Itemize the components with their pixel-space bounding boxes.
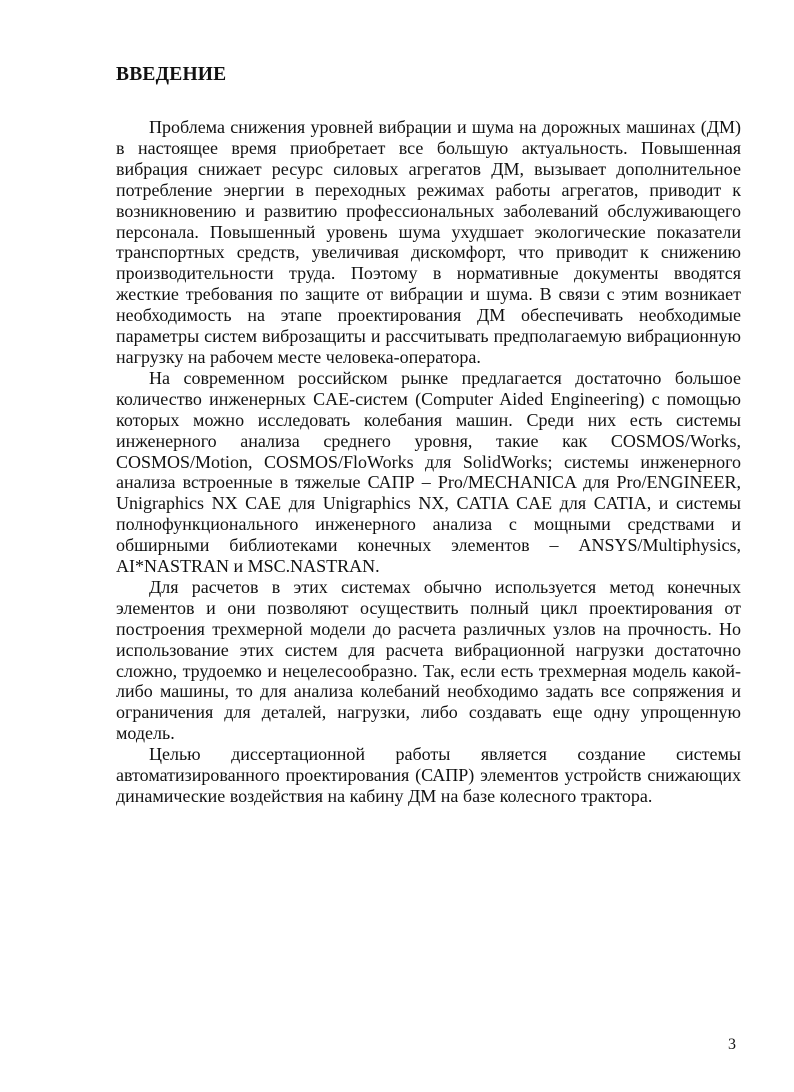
paragraph-cae-systems: На современном российском рынке предлагается достаточно большое количество инженерных CAE-систем (Computer Aided Engineering) с помощью которых можно исследовать колебания машин. Среди них есть системы инженерного анализа среднего уровня, такие как COSMOS/Works, COSMOS/Motion, COSMOS/FloWorks для SolidWorks; системы инженерного анализа встроенные в тяжелые САПР – Pro/MECHANICA для Pro/ENGINEER, Unigraphics NX CAE для Unigraphics NX, CATIA CAE для CATIA, и системы полнофункционального инженерного анализа с мощными средствами и обширными библиотеками конечных элементов – ANSYS/Multiphysics, AI*NASTRAN и MSC.NASTRAN. [116,367,741,577]
paragraph-goal: Целью диссертационной работы является создание системы автоматизированного проектирования (САПР) элементов устройств снижающих динамические воздействия на кабину ДМ на базе колесного трактора. [116,744,741,806]
page-title: ВВЕДЕНИЕ [116,64,227,85]
page-number: 3 [728,1036,736,1053]
paragraph-fem: Для расчетов в этих системах обычно используется метод конечных элементов и они позволяют осуществить полный цикл проектирования от построения трехмерной модели до расчета различных узлов на прочность. Но использование этих систем для расчета вибрационной нагрузки достаточно сложно, трудоемко и нецелесообразно. Так, если есть трехмерная модель какой-либо машины, то для анализа колебаний необходимо задать все сопряжения и ограничения для деталей, нагрузки, либо создавать еще одну упрощенную модель. [116,576,741,744]
paragraph-problem: Проблема снижения уровней вибрации и шума на дорожных машинах (ДМ) в настоящее время приобретает все большую актуальность. Повышенная вибрация снижает ресурс силовых агрегатов ДМ, вызывает дополнительное потребление энергии в переходных режимах работы агрегатов, приводит к возникновению и развитию профессиональных заболеваний обслуживающего персонала. Повышенный уровень шума ухудшает экологические показатели транспортных средств, увеличивая дискомфорт, что приводит к снижению производительности труда. Поэтому в нормативные документы вводятся жесткие требования по защите от вибрации и шума. В связи с этим возникает необходимость на этапе проектирования ДМ обеспечивать необходимые параметры систем виброзащиты и рассчитывать предполагаемую вибрационную нагрузку на рабочем месте человека-оператора. [116,117,741,367]
body-text [116,117,741,807]
